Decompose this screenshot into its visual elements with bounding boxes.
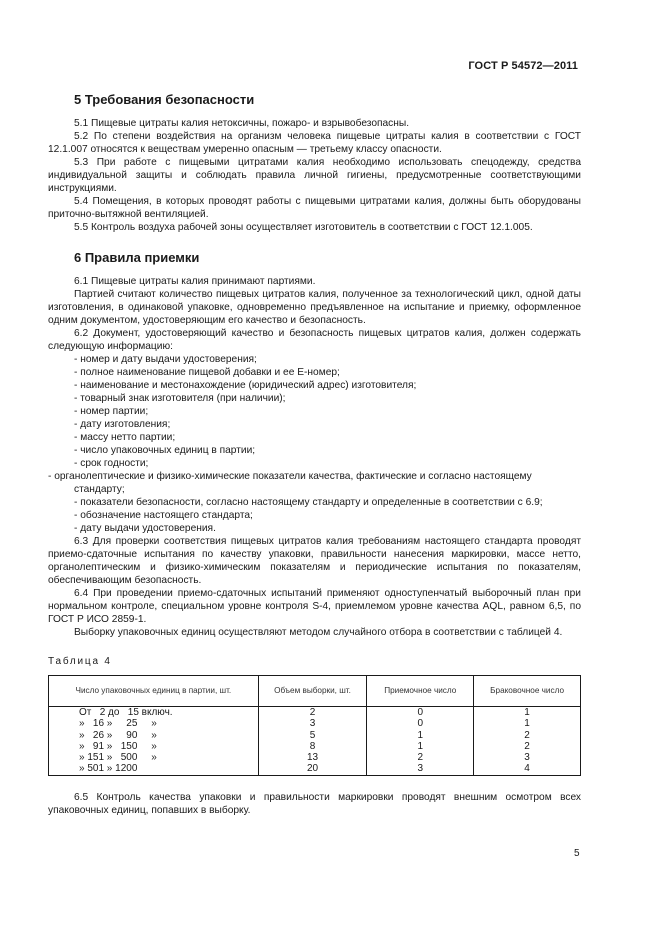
paragraph-5-3: 5.3 При работе с пищевыми цитратами калия необходимо использовать спецодежду, средства индивидуальной защиты и соблюдать правила личной гигиены, предусмотренные соответствующими инструкциями. (48, 157, 581, 194)
paragraph-sampling: Выборку упаковочных единиц осуществляют методом случайного отбора в соответствии с таблицей 4. (74, 627, 563, 638)
acceptance-cell: 1 (367, 730, 474, 741)
sample-size-cell: 3 (258, 718, 367, 729)
rejection-cell: 2 (474, 741, 581, 752)
lot-size-cell: » 91 » 150 » (49, 741, 259, 752)
list-item: - органолептические и физико-химические показатели качества, фактические и согласно настоящему стандарту; (48, 471, 532, 495)
table-row (49, 741, 581, 752)
table-row (49, 763, 581, 775)
acceptance-cell: 1 (367, 741, 474, 752)
paragraph-5-1: 5.1 Пищевые цитраты калия нетоксичны, пожаро- и взрывобезопасны. (74, 118, 410, 129)
lot-size-cell: » 16 » 25 » (49, 718, 259, 729)
sample-size-cell: 2 (258, 707, 367, 719)
page-number: 5 (574, 848, 580, 859)
header-sample-size: Объем выборки, шт. (258, 676, 367, 707)
rejection-cell: 2 (474, 730, 581, 741)
paragraph-6-1: 6.1 Пищевые цитраты калия принимают партиями. (74, 276, 316, 287)
list-item: - номер и дату выдачи удостоверения; (74, 354, 257, 365)
list-item: - товарный знак изготовителя (при наличии); (74, 393, 286, 404)
lot-size-cell: От 2 до 15 включ. (49, 707, 259, 719)
table-row (49, 752, 581, 763)
sample-size-cell: 5 (258, 730, 367, 741)
list-item: - обозначение настоящего стандарта; (74, 510, 253, 521)
sample-size-cell: 8 (258, 741, 367, 752)
sampling-table (48, 675, 581, 776)
acceptance-cell: 0 (367, 718, 474, 729)
list-item: - число упаковочных единиц в партии; (74, 445, 256, 456)
acceptance-cell: 0 (367, 707, 474, 719)
table-row (49, 730, 581, 741)
lot-size-cell: » 151 » 500 » (49, 752, 259, 763)
standard-code: ГОСТ Р 54572—2011 (468, 60, 578, 72)
list-item: - дату выдачи удостоверения. (74, 523, 216, 534)
section-6 (48, 250, 581, 817)
header-lot-size: Число упаковочных единиц в партии, шт. (49, 676, 259, 707)
document-body (48, 92, 581, 817)
acceptance-cell: 2 (367, 752, 474, 763)
list-item: - номер партии; (74, 406, 149, 417)
sample-size-cell: 20 (258, 763, 367, 775)
rejection-cell: 1 (474, 718, 581, 729)
header-acceptance-number: Приемочное число (367, 676, 474, 707)
lot-size-cell: » 26 » 90 » (49, 730, 259, 741)
list-item: - наименование и местонахождение (юридический адрес) изготовителя; (74, 380, 417, 391)
sample-size-cell: 13 (258, 752, 367, 763)
paragraph-6-4: 6.4 При проведении приемо-сдаточных испытаний применяют одноступенчатый выборочный план при нормальном контроле, специальном уровне контроля S-4, приемлемом уровне качества AQL, равном 6,5, по ГОСТ Р ИСО 2859-1. (48, 588, 581, 625)
table-caption: Таблица 4 (48, 656, 112, 667)
table-header-row (49, 676, 581, 707)
list-item: - массу нетто партии; (74, 432, 176, 443)
list-item: - срок годности; (74, 458, 149, 469)
list-item: - полное наименование пищевой добавки и ее Е-номер; (74, 367, 340, 378)
list-item: - дату изготовления; (74, 419, 171, 430)
table-row (49, 707, 581, 719)
rejection-cell: 3 (474, 752, 581, 763)
paragraph-5-2: 5.2 По степени воздействия на организм человека пищевые цитраты калия в соответствии с ГОСТ 12.1.007 относятся к веществам умеренно опасным — третьему классу опасности. (48, 131, 581, 155)
section-6-title: 6 Правила приемки (74, 250, 200, 265)
table-row (49, 718, 581, 729)
paragraph-batch-definition: Партией считают количество пищевых цитратов калия, полученное за технологический цикл, одной даты изготовления, в одинаковой упаковке, одновременно предъявленное на испытание и приемку, оформленное одним документом, удостоверяющим его качество и безопасность. (48, 289, 581, 326)
lot-size-cell: » 501 » 1200 (49, 763, 259, 775)
paragraph-6-3: 6.3 Для проверки соответствия пищевых цитратов калия требованиям настоящего стандарта проводят приемо-сдаточные испытания по качеству упаковки, правильности нанесения маркировки, массе нетто, органолептическим и физико-химическим показателям и периодические испытания по показателям, обеспечивающим безопасность. (48, 536, 581, 586)
paragraph-5-5: 5.5 Контроль воздуха рабочей зоны осуществляет изготовитель в соответствии с ГОСТ 12.1.005. (74, 222, 533, 233)
paragraph-6-2: 6.2 Документ, удостоверяющий качество и безопасность пищевых цитратов калия, должен содержать следующую информацию: (48, 328, 581, 352)
rejection-cell: 1 (474, 707, 581, 719)
section-5-title: 5 Требования безопасности (74, 92, 255, 107)
rejection-cell: 4 (474, 763, 581, 775)
paragraph-6-5: 6.5 Контроль качества упаковки и правильности маркировки проводят внешним осмотром всех упаковочных единиц, попавших в выборку. (48, 791, 581, 816)
header-rejection-number: Браковочное число (474, 676, 581, 707)
list-item: - показатели безопасности, согласно настоящему стандарту и определенные в соответствии с 6.9; (74, 497, 543, 508)
acceptance-cell: 3 (367, 763, 474, 775)
paragraph-5-4: 5.4 Помещения, в которых проводят работы с пищевыми цитратами калия, должны быть оборудованы приточно-вытяжной вентиляцией. (48, 196, 581, 220)
